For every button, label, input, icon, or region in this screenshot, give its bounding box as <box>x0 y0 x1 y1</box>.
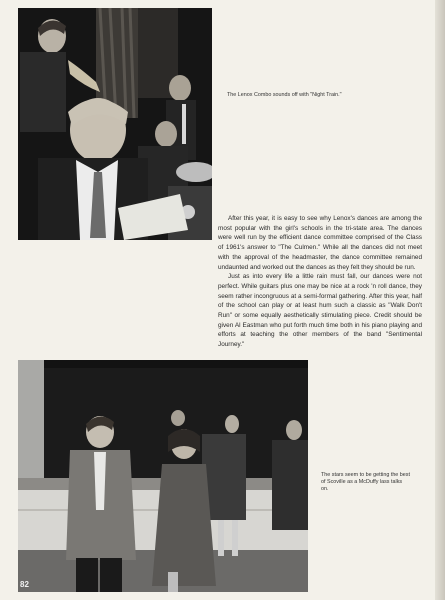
bottom-photo-caption: The stars seem to be getting the best of Scoville as a McDuffy lass talks on. <box>321 472 410 492</box>
article-body <box>218 214 422 350</box>
article-paragraph-1: After this year, it is easy to see why Lenox's dances are among the most popular with the girl's schools in the tri-state area. The dances were well run by the efficient dance committee comprised of the Class of 1961's answer to "The Culmen." While all the dances did not meet with the approval of the headmaster, the dance committee remained undaunted and worked out the dances as they felt they should be run. <box>218 215 422 271</box>
page-number: 82 <box>20 580 29 589</box>
book-spine-shadow <box>435 0 445 600</box>
article-paragraph-2: Just as into every life a little rain must fall, our dances were not perfect. While guitars plus one may be nice at a rock 'n roll dance, they seem rather incongruous at a semi-formal gathering. After this year, half of the school can play or at least hum such a classic as "Walk Don't Run" or some equally aesthetically stimulating piece. Credit should be given Al Eastman who put forth much time both in his piano playing and efforts at teaching the other members of the band "Sentimental Journey." <box>218 273 422 349</box>
dance-photo-illustration <box>18 360 308 592</box>
band-photo-illustration <box>18 8 212 240</box>
dance-photo <box>18 360 308 592</box>
band-photo <box>18 8 212 240</box>
top-photo-caption: The Lenox Combo sounds off with "Night Train." <box>227 92 342 98</box>
